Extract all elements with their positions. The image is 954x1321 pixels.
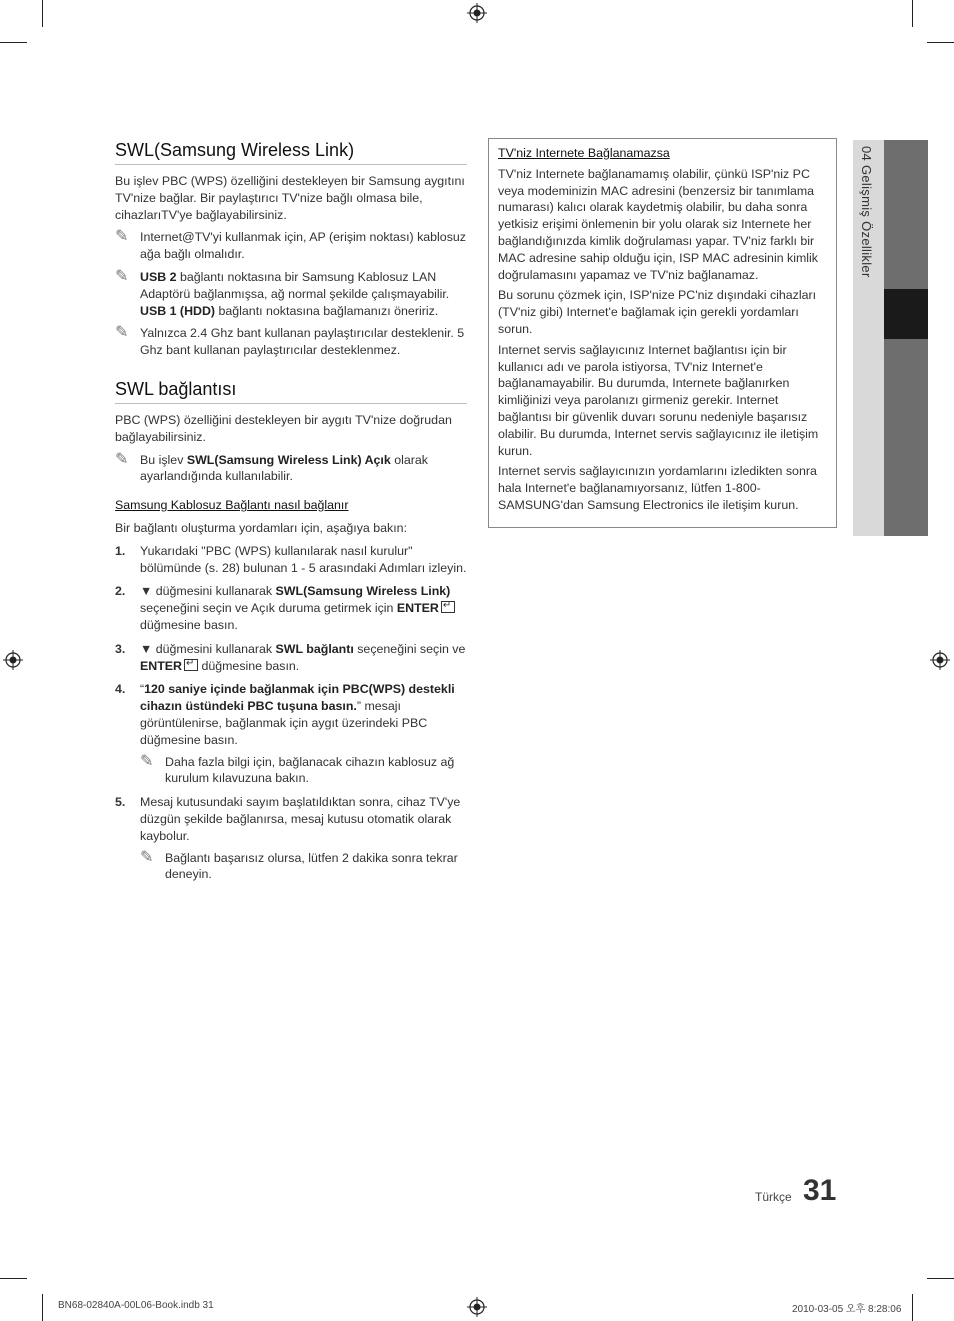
note-text: Yalnızca 2.4 Ghz bant kullanan paylaştırıcılar desteklenir. 5 Ghz bant kullanan paylaştırıcılar desteklenmez.: [140, 326, 465, 358]
step-number: 5.: [115, 795, 126, 810]
step-number: 1.: [115, 543, 126, 558]
note: [115, 325, 467, 359]
note-text: Internet@TV'yi kullanmak için, AP (erişim noktası) kablosuz ağa bağlı olmalıdır.: [140, 230, 466, 262]
page-number: 31: [803, 1174, 837, 1207]
section-title-swl-connection: SWL bağlantısı: [115, 377, 467, 404]
step-text: seçeneğini seçin ve: [353, 641, 466, 656]
step-bold: 120 saniye içinde bağlanmak için PBC(WPS) destekli cihazın üstündeki PBC tuşuna basın.: [140, 682, 455, 714]
crop-mark: [927, 42, 954, 43]
chapter-tab-marker: [884, 289, 928, 339]
pencil-note-icon: ✎: [115, 450, 129, 468]
step-number: 3.: [115, 641, 126, 656]
registration-mark-icon: [467, 1297, 487, 1317]
note-text: Bağlantı başarısız olursa, lütfen 2 dakika sonra tekrar deneyin.: [165, 850, 458, 882]
step-item: [115, 583, 467, 633]
note-text: bağlantı noktasına bağlamanızı öneririz.: [215, 303, 439, 318]
step-item: [115, 794, 467, 883]
crop-mark: [927, 1278, 954, 1279]
step-text: seçeneğini seçin ve Açık duruma getirmek için: [140, 601, 397, 616]
section-intro: PBC (WPS) özelliğini destekleyen bir aygıtı TV'nize doğrudan bağlayabilirsiniz.: [115, 412, 452, 444]
note: [115, 452, 467, 486]
note-text: Daha fazla bilgi için, bağlanacak cihazın kablosuz ağ kurulum kılavuzuna bakın.: [165, 754, 455, 786]
note-text: Bu işlev: [140, 452, 187, 467]
step-text: Mesaj kutusundaki sayım başlatıldıktan sonra, cihaz TV'ye düzgün şekilde bağlanırsa, mesaj kutusu otomatik olarak kaybolur.: [140, 795, 461, 843]
crop-mark: [0, 1278, 27, 1279]
note-text: bağlantı noktasına bir Samsung Kablosuz LAN Adaptörü bağlanmışsa, ağ normal şekilde çalışmayabilir.: [140, 269, 450, 301]
step-text: düğmesine basın.: [198, 658, 300, 673]
step-text: ▼ düğmesini kullanarak: [140, 641, 276, 656]
step-bold: ENTER: [140, 658, 182, 673]
crop-mark: [42, 1294, 43, 1321]
note: [115, 229, 467, 263]
step-bold: SWL bağlantı: [275, 641, 354, 656]
step-text: Yukarıdaki "PBC (WPS) kullanılarak nasıl kurulur" bölümünde (s. 28) bulunan 1 - 5 arasındaki Adımları izleyin.: [140, 543, 467, 575]
step-number: 4.: [115, 682, 126, 697]
note: [140, 754, 467, 788]
pencil-note-icon: ✎: [140, 848, 154, 866]
section-intro: Bu işlev PBC (WPS) özelliğini destekleyen bir Samsung aygıtını TV'nize bağlar. Bir paylaştırıcı TV'nize bağlı olmasa bile, cihazlarıTV'ye bağlayabilirsiniz.: [115, 174, 465, 222]
note: [115, 269, 467, 319]
crop-mark: [0, 42, 27, 43]
step-bold: ENTER: [396, 601, 439, 616]
registration-mark-icon: [930, 650, 950, 670]
crop-mark: [42, 0, 43, 27]
step-text: ” mesajı görüntülenirse, bağlanmak için aygıt üzerindeki PBC düğmesine basın.: [140, 699, 428, 747]
subheading: Samsung Kablosuz Bağlantı nasıl bağlanır: [115, 498, 349, 513]
registration-mark-icon: [3, 650, 23, 670]
box-title: TV'niz Internete Bağlanamazsa: [498, 146, 670, 160]
step-text: düğmesine basın.: [140, 617, 238, 632]
crop-mark: [912, 0, 913, 27]
note-bold: SWL(Samsung Wireless Link) Açık: [186, 452, 391, 467]
step-bold: SWL(Samsung Wireless Link): [275, 584, 451, 599]
step-text: “: [140, 682, 145, 697]
box-paragraph: Bu sorunu çözmek için, ISP'nize PC'niz dışındaki cihazları (TV'niz gibi) Internet'e bağlamak için gerekli yordamları sorun.: [498, 288, 817, 336]
note-text: olarak ayarlandığında kullanılabilir.: [140, 452, 428, 484]
pencil-note-icon: ✎: [115, 324, 129, 342]
step-item: [115, 641, 467, 675]
chapter-tab-label: 04 Gelişmiş Özellikler: [859, 146, 874, 278]
pencil-note-icon: ✎: [115, 228, 129, 246]
crop-mark: [912, 1294, 913, 1321]
step-item: [115, 681, 467, 787]
footer-language: Türkçe: [755, 1190, 792, 1204]
box-paragraph: Internet servis sağlayıcınız Internet bağlantısı için bir kullanıcı adı ve parola istiyorsa, TV'niz Internet'e bağlanamayabilir. Bu durumda, Internete bağlanırken kimliğinizi veya parolanızı girmeniz gerekir. Internet bağlantısı bir güvenlik duvarı sorunu nedeniyle başarısız olabilir. Bu durumda, Internet servis sağlayıcınız ile iletişim kurun.: [498, 342, 819, 458]
sub-intro: Bir bağlantı oluşturma yordamları için, aşağıya bakın:: [115, 520, 408, 535]
pencil-note-icon: ✎: [140, 752, 154, 770]
note: [140, 850, 467, 884]
enter-key-icon: [184, 659, 198, 671]
troubleshooting-box: [488, 138, 837, 528]
note-bold: USB 1 (HDD): [140, 303, 216, 318]
step-item: [115, 543, 467, 577]
enter-key-icon: [441, 601, 455, 613]
note-bold: USB 2: [140, 269, 177, 284]
print-slug-left: BN68-02840A-00L06-Book.indb 31: [58, 1300, 214, 1311]
left-column: [115, 138, 467, 890]
registration-mark-icon: [467, 3, 487, 23]
box-paragraph: Internet servis sağlayıcınızın yordamlarını izledikten sonra hala Internet'e bağlanamıyorsanız, lütfen 1-800-SAMSUNG'dan Samsung Electronics ile iletişim kurun.: [498, 464, 817, 512]
box-paragraph: TV'niz Internete bağlanamamış olabilir, çünkü ISP'niz PC veya modeminizin MAC adresini (benzersiz bir tanımlama numarası) kalıcı olarak kaydetmiş olabilir, bu daha sonra yetkisiz erişimi önlemenin bir yolu olarak siz Internete her bağlandığınızda kimlik doğrulaması yapar. TV'niz farklı bir MAC adresine sahip olduğu için, ISP MAC adresinin kimlik doğrulamasını yapamaz ve TV'niz bağlanamaz.: [498, 166, 819, 282]
section-title-swl: SWL(Samsung Wireless Link): [115, 138, 467, 165]
step-number: 2.: [115, 584, 126, 599]
print-slug-right: 2010-03-05 오후 8:28:06: [792, 1304, 902, 1315]
step-text: ▼ düğmesini kullanarak: [140, 584, 276, 599]
pencil-note-icon: ✎: [115, 267, 129, 285]
